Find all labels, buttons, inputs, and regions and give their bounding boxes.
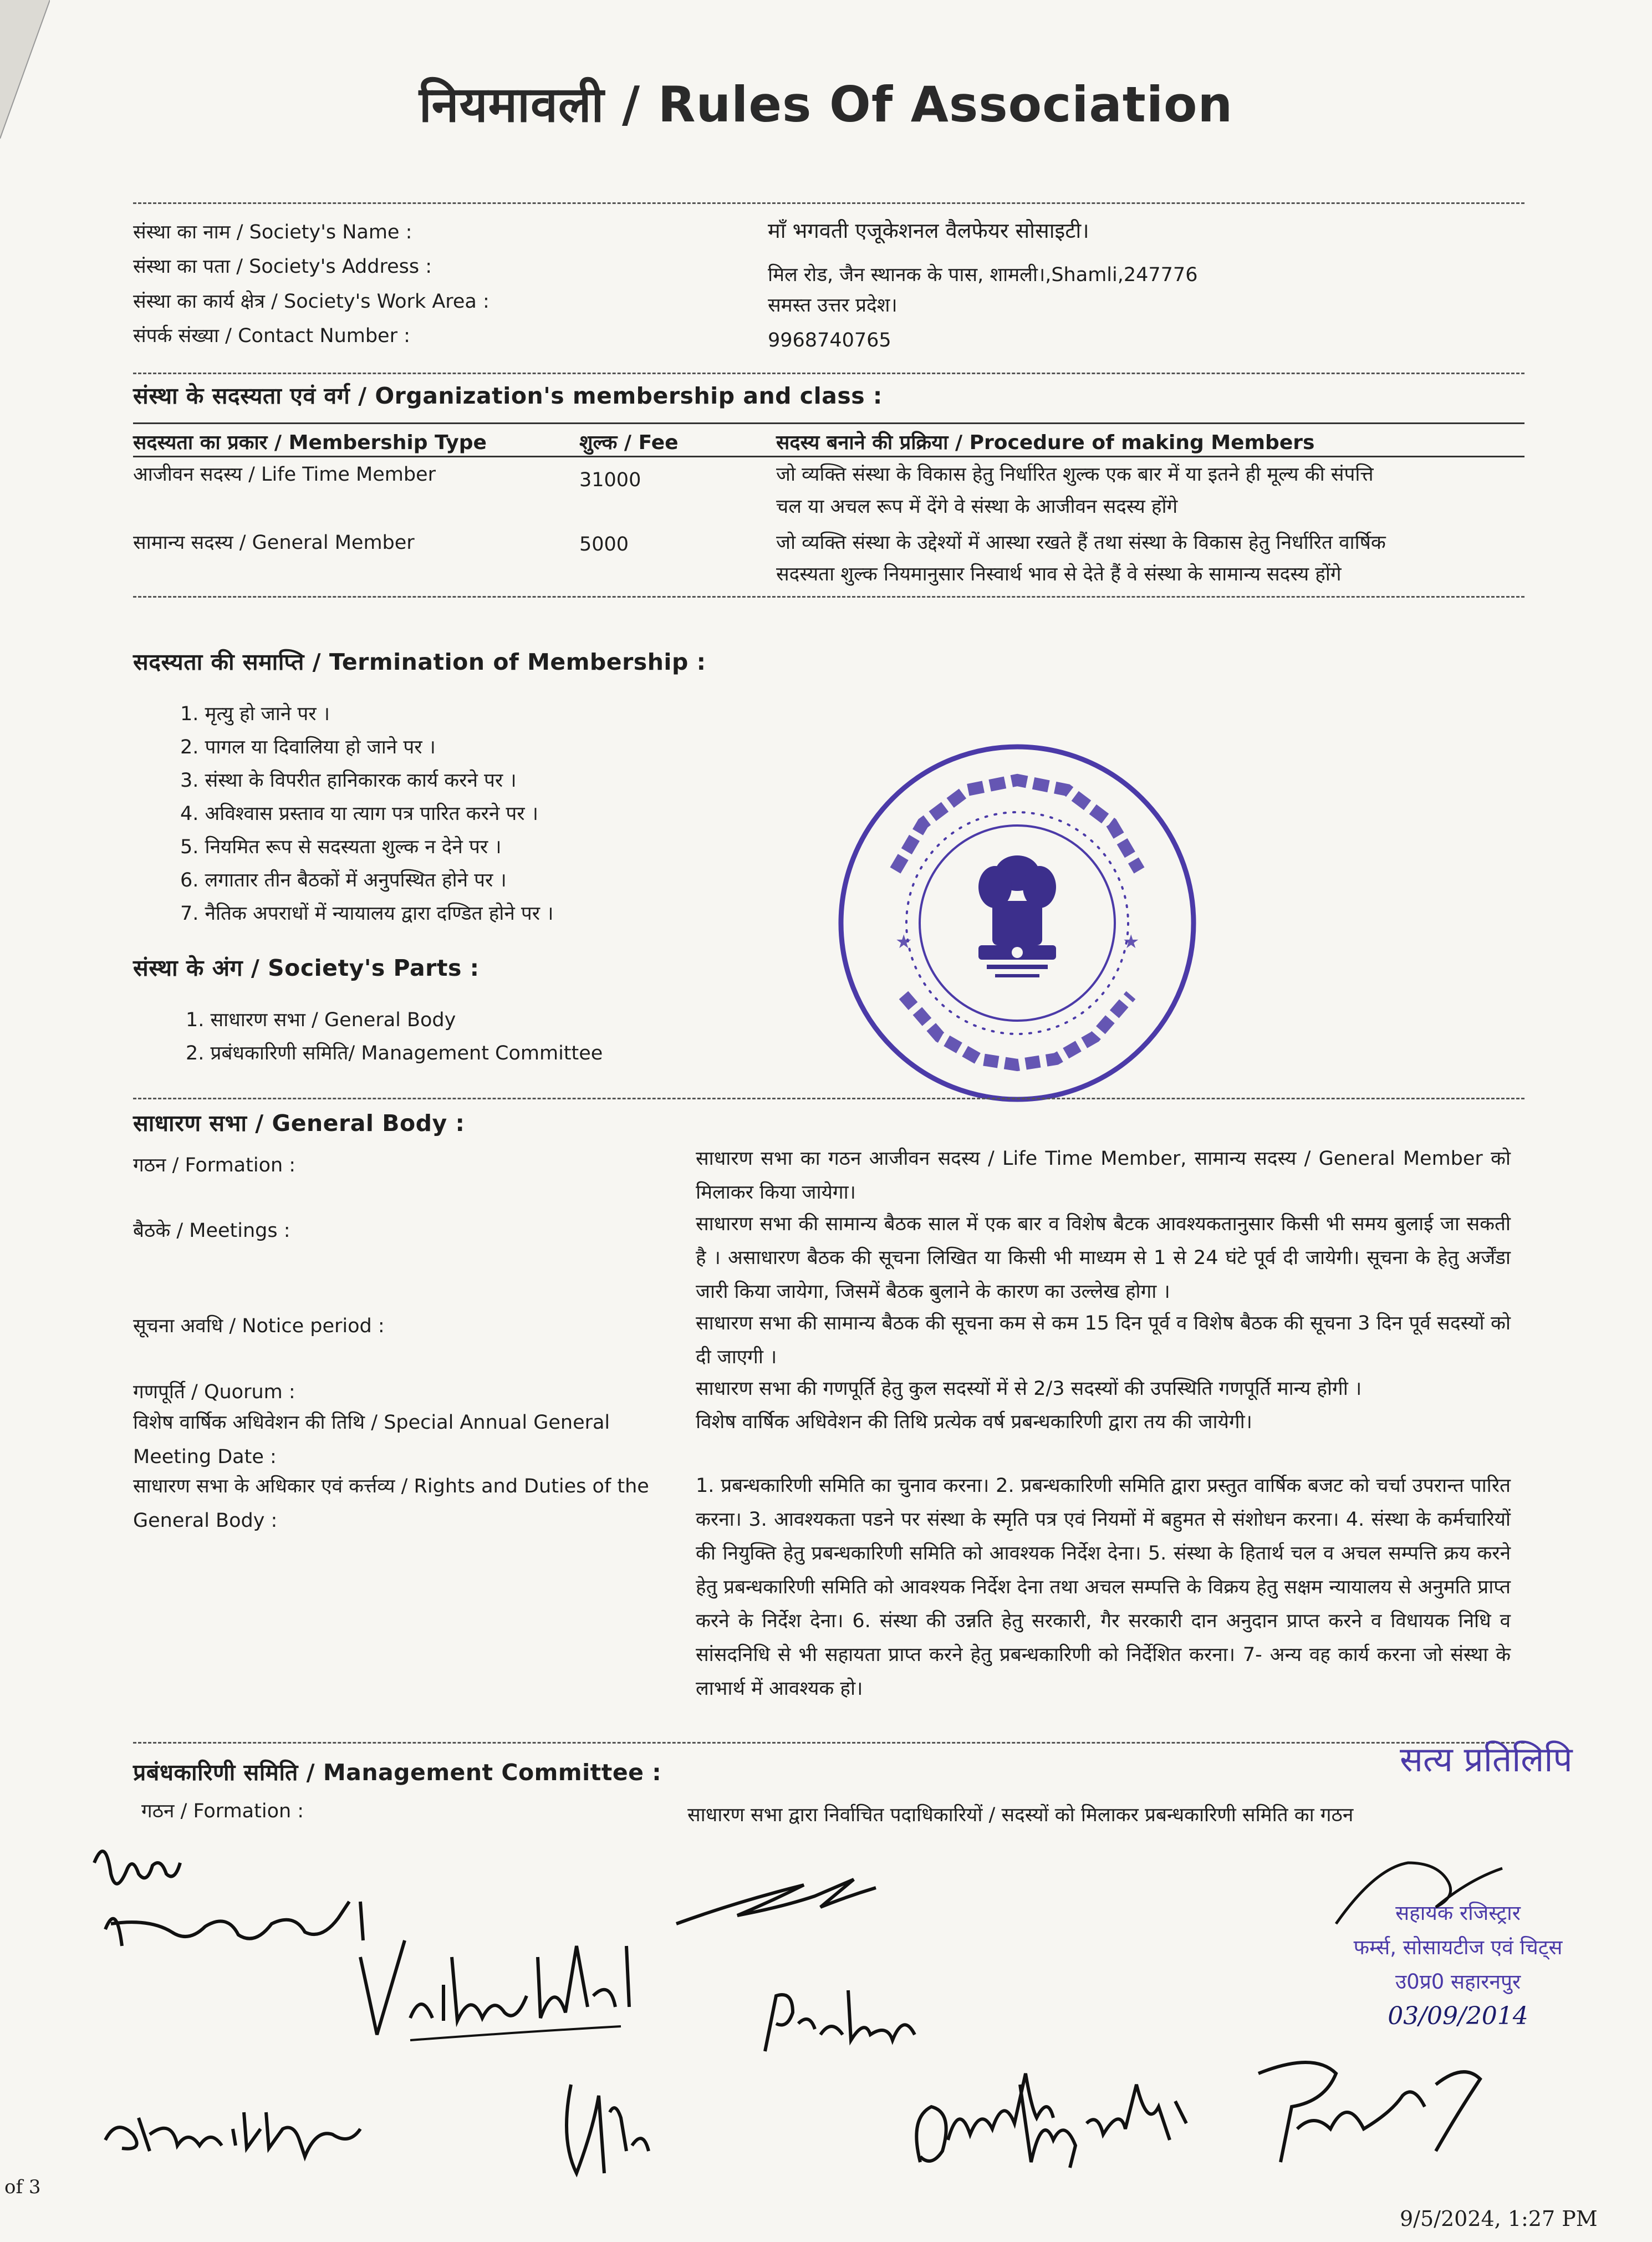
- society-work-area-value: समस्त उत्तर प्रदेश।: [768, 294, 898, 317]
- page-title: नियमावली / Rules Of Association: [419, 76, 1233, 133]
- list-item: 1. साधारण सभा / General Body: [186, 1009, 456, 1031]
- management-formation-label: गठन / Formation :: [141, 1800, 304, 1822]
- annual-meeting-label: विशेष वार्षिक अधिवेशन की तिथि / Special Annual General Meeting Date :: [133, 1412, 610, 1468]
- divider: [133, 373, 1524, 374]
- parts-list: [186, 1003, 603, 1070]
- rights-duties-value: 1. प्रबन्धकारिणी समिति का चुनाव करना। 2. प्रबन्धकारिणी समिति द्वारा प्रस्तुत वार्षिक बजट को चर्चा उपरान्त पारित करना। 3. आवश्यकता पडने पर संस्था के स्मृति पत्र एवं नियमों में बहुमत से संशोधन करना। 4. संस्था के कर्मचारियों की नियुक्ति हेतु प्रबन्धकारिणी समिति को आवश्यक निर्देश देना। 5. संस्था के हितार्थ चल व अचल सम्पत्ति क्रय करने हेतु प्रबन्धकारिणी समिति को आवश्यक निर्देश देना तथा अचल सम्पत्ति के विक्रय हेतु सक्षम न्यायालय से अनुमति प्राप्त करने के निर्देश देना। 6. संस्था की उन्नति हेतु सरकारी, गैर सरकारी दान अनुदान प्राप्त करने व विधायक निधि व सांसदनिधि से भी सहायता प्राप्त करने हेतु प्रबन्धकारिणी को निर्देशित करना। 7- अन्य वह कार्य करना जो संस्था के लाभार्थ में आवश्यक हो।: [696, 1475, 1511, 1700]
- signature: [94, 2096, 383, 2168]
- procedure-cell: जो व्यक्ति संस्था के विकास हेतु निर्धारित शुल्क एक बार में या इतने ही मूल्य की संपत्ति: [776, 463, 1374, 486]
- certified-copy-stamp: सत्य प्रतिलिपि: [1400, 1739, 1573, 1780]
- society-name-label: संस्था का नाम / Society's Name :: [133, 221, 412, 243]
- formation-label: गठन / Formation :: [133, 1154, 296, 1176]
- contact-number-value: 9968740765: [768, 329, 891, 351]
- registrar-date: 03/09/2014: [1388, 2002, 1528, 2030]
- registrar-line: सहायक रजिस्ट्रार: [1395, 1901, 1521, 1925]
- divider: [133, 596, 1524, 598]
- divider: [133, 1098, 1524, 1099]
- divider: [133, 202, 1524, 204]
- signature: [671, 1863, 881, 1940]
- signature: [355, 1924, 643, 2057]
- procedure-cell: सदस्यता शुल्क नियमानुसार निस्वार्थ भाव से देते हैं वे संस्था के सामान्य सदस्य होंगे: [776, 563, 1342, 585]
- registrar-line: उ0प्र0 सहारनपुर: [1395, 1970, 1521, 1994]
- contact-number-label: संपर्क संख्या / Contact Number :: [133, 325, 410, 347]
- termination-heading: सदस्यता की समाप्ति / Termination of Membership :: [133, 649, 706, 675]
- society-name-value: माँ भगवती एजूकेशनल वैलफेयर सोसाइटी।: [768, 218, 1089, 243]
- print-timestamp: 9/5/2024, 1:27 PM: [1400, 2207, 1598, 2231]
- list-item: 5. नियमित रूप से सदस्यता शुल्क न देने पर ।: [180, 836, 502, 858]
- formation-value: साधारण सभा का गठन आजीवन सदस्य / Life Time Member, सामान्य सदस्य / General Member को मिलाकर किया जायेगा।: [696, 1148, 1511, 1204]
- procedure-cell: जो व्यक्ति संस्था के उद्देश्यों में आस्था रखते हैं तथा संस्था के विकास हेतु निर्धारित वार्षिक: [776, 532, 1386, 554]
- svg-text:★: ★: [1123, 931, 1140, 953]
- list-item: 6. लगातार तीन बैठकों में अनुपस्थित होने पर ।: [180, 869, 507, 891]
- general-body-heading: साधारण सभा / General Body :: [133, 1110, 465, 1137]
- annual-meeting-value: विशेष वार्षिक अधिवेशन की तिथि प्रत्येक वर्ष प्रबन्धकारिणी द्वारा तय की जायेगी।: [696, 1411, 1252, 1433]
- rights-duties-label: साधारण सभा के अधिकार एवं कर्त्तव्य / Rights and Duties of the General Body :: [133, 1475, 649, 1532]
- society-work-area-label: संस्था का कार्य क्षेत्र / Society's Work Area :: [133, 291, 490, 313]
- col-fee: शुल्क / Fee: [579, 431, 679, 454]
- procedure-cell: चल या अचल रूप में देंगे वे संस्था के आजीवन सदस्य होंगे: [776, 496, 1178, 518]
- fee-cell: 31000: [579, 469, 641, 491]
- divider: [133, 1742, 1524, 1744]
- page-count: of 3: [4, 2176, 41, 2198]
- signature: [1009, 2051, 1197, 2173]
- list-item: 4. अविश्वास प्रस्ताव या त्याग पत्र पारित करने पर ।: [180, 803, 538, 825]
- fee-cell: 5000: [579, 533, 629, 556]
- membership-type-cell: आजीवन सदस्य / Life Time Member: [133, 463, 436, 486]
- list-item: 3. संस्था के विपरीत हानिकारक कार्य करने पर ।: [180, 770, 517, 792]
- meetings-label: बैठके / Meetings :: [133, 1220, 290, 1242]
- table-header-rule: [133, 456, 1524, 457]
- signature: [754, 1974, 920, 2062]
- table-top-rule: [133, 422, 1524, 424]
- membership-type-cell: सामान्य सदस्य / General Member: [133, 532, 415, 554]
- signature: [1325, 1846, 1508, 1935]
- membership-heading: संस्था के सदस्यता एवं वर्ग / Organization's membership and class :: [133, 383, 883, 409]
- svg-text:★: ★: [895, 931, 912, 953]
- parts-heading: संस्था के अंग / Society's Parts :: [133, 955, 480, 981]
- management-heading: प्रबंधकारिणी समिति / Management Committee :: [133, 1759, 662, 1786]
- society-address-value: मिल रोड, जैन स्थानक के पास, शामली।,Shamli,247776: [768, 264, 1198, 286]
- notice-period-value: साधारण सभा की सामान्य बैठक की सूचना कम से कम 15 दिन पूर्व व विशेष बैठक की सूचना 3 दिन पूर्व सदस्यों को दी जाएगी ।: [696, 1312, 1511, 1368]
- official-seal: [829, 735, 1206, 1112]
- col-procedure: सदस्य बनाने की प्रक्रिया / Procedure of making Members: [776, 431, 1315, 454]
- registrar-line: फर्म्स, सोसायटीज एवं चिट्स: [1353, 1935, 1563, 1959]
- list-item: 7. नैतिक अपराधों में न्यायालय द्वारा दण्डित होने पर ।: [180, 903, 554, 925]
- quorum-value: साधारण सभा की गणपूर्ति हेतु कुल सदस्यों में से 2/3 सदस्यों की उपस्थिति गणपूर्ति मान्य होगी ।: [696, 1378, 1362, 1400]
- management-formation-value: साधारण सभा द्वारा निर्वाचित पदाधिकारियों / सदस्यों को मिलाकर प्रबन्धकारिणी समिति का गठन: [687, 1804, 1354, 1826]
- list-item: 1. मृत्यु हो जाने पर ।: [180, 703, 330, 725]
- signature: [83, 1835, 371, 2007]
- meetings-value: साधारण सभा की सामान्य बैठक साल में एक बार व विशेष बैटक आवश्यकतानुसार किसी भी समय बुलाई जा सकती है । असाधारण बैठक की सूचना लिखित या किसी भी माध्यम से 1 से 24 घंटे पूर्व दी जायेगी। सूचना के हेतु अर्जेंडा जारी किया जायेगा, जिसमें बैठक बुलाने के कारण का उल्लेख होगा ।: [696, 1213, 1511, 1303]
- signature: [549, 2062, 671, 2190]
- signature: [1247, 2029, 1486, 2173]
- list-item: 2. पागल या दिवालिया हो जाने पर ।: [180, 736, 436, 758]
- col-membership-type: सदस्यता का प्रकार / Membership Type: [133, 431, 487, 454]
- quorum-label: गणपूर्ति / Quorum :: [133, 1381, 295, 1403]
- society-address-label: संस्था का पता / Society's Address :: [133, 256, 432, 278]
- termination-list: [180, 697, 554, 930]
- list-item: 2. प्रबंधकारिणी समिति/ Management Committee: [186, 1042, 603, 1064]
- notice-period-label: सूचना अवधि / Notice period :: [133, 1315, 385, 1337]
